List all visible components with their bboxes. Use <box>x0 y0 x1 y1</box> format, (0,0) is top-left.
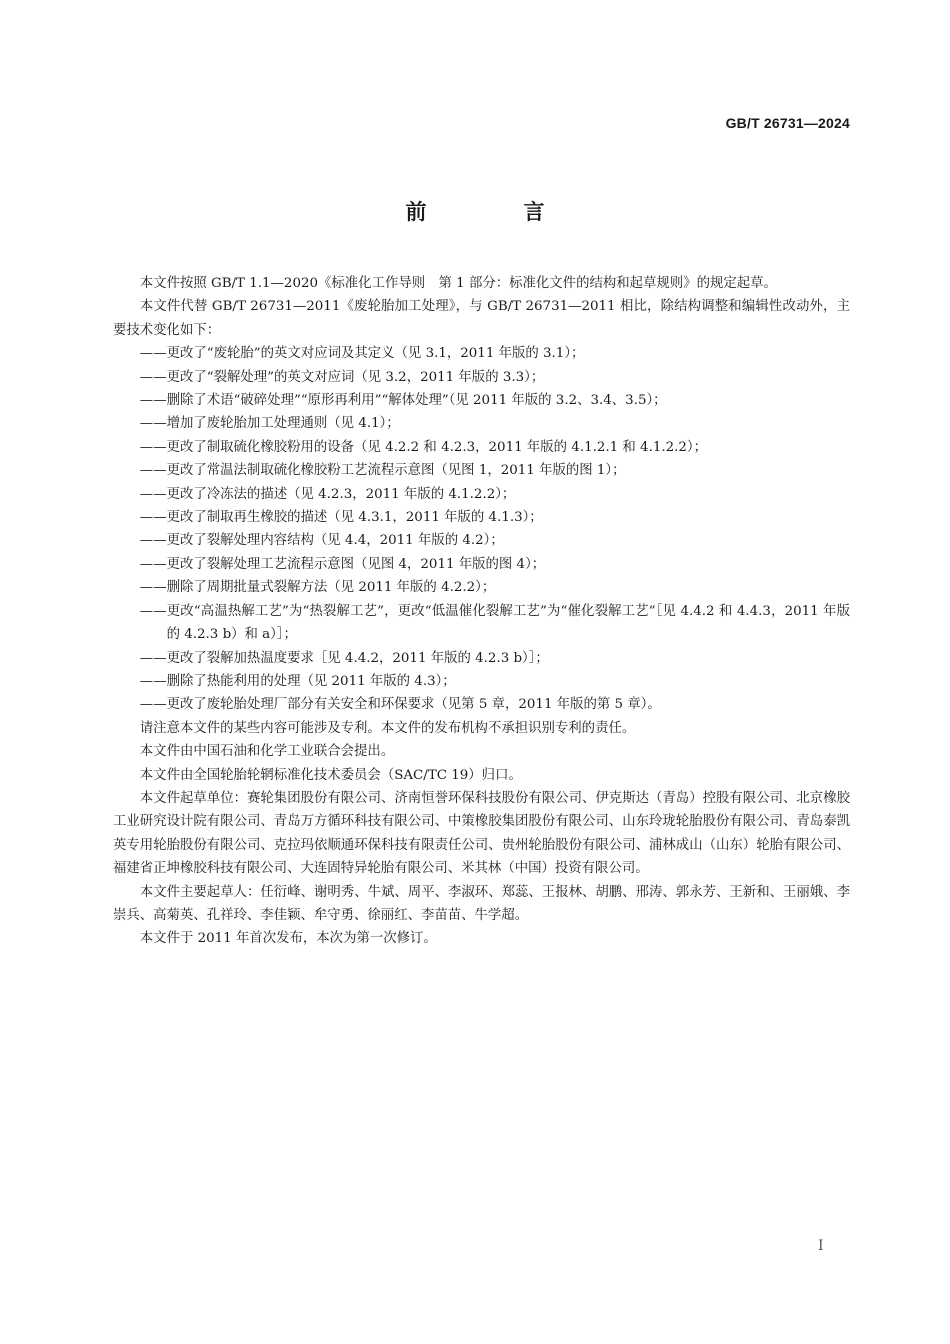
list-item <box>113 670 850 693</box>
list-item <box>113 506 850 529</box>
list-item-text: 增加了废轮胎加工处理通则（见 4.1）； <box>166 416 400 432</box>
dash-marker: —— <box>139 673 167 689</box>
dash-marker: —— <box>139 416 167 432</box>
dash-marker: —— <box>139 556 167 572</box>
list-item <box>113 647 850 670</box>
dash-marker: —— <box>139 533 167 549</box>
list-item-text: 更改了废轮胎处理厂部分有关安全和环保要求（见第 5 章，2011 年版的第 5 章）。 <box>166 697 661 713</box>
list-item-text: 更改了裂解加热温度要求［见 4.4.2，2011 年版的 4.2.3 b）］； <box>166 650 549 666</box>
list-item <box>113 436 850 459</box>
list-item <box>113 576 850 599</box>
list-item-text: 删除了热能利用的处理（见 2011 年版的 4.3）； <box>166 673 456 689</box>
technical-changes-list <box>113 342 850 717</box>
list-item <box>113 366 850 389</box>
dash-marker: —— <box>139 369 167 385</box>
list-item-text: 更改了“裂解处理”的英文对应词（见 3.2，2011 年版的 3.3）； <box>166 369 545 385</box>
list-item-text: 更改“高温热解工艺”为“热裂解工艺”，更改“低温催化裂解工艺”为“催化裂解工艺”［见 4.4.2 和 4.4.3，2011 年版的 4.2.3 b）和 a）］； <box>166 603 850 643</box>
list-item-text: 更改了制取硫化橡胶粉用的设备（见 4.2.2 和 4.2.3，2011 年版的 4.1.2.1 和 4.1.2.2）； <box>166 439 707 455</box>
page-number: I <box>818 1238 824 1254</box>
dash-marker: —— <box>139 439 167 455</box>
list-item <box>113 693 850 716</box>
list-item-text: 更改了裂解处理工艺流程示意图（见图 4，2011 年版的图 4）； <box>166 556 546 572</box>
page-title: 前 言 <box>405 200 583 224</box>
list-item <box>113 600 850 647</box>
list-item-text: 删除了周期批量式裂解方法（见 2011 年版的 4.2.2）； <box>166 580 496 596</box>
list-item-text: 更改了常温法制取硫化橡胶粉工艺流程示意图（见图 1，2011 年版的图 1）； <box>166 463 626 479</box>
paragraph-drafting-units: 本文件起草单位：赛轮集团股份有限公司、济南恒誉环保科技股份有限公司、伊克斯达（青岛）控股有限公司、北京橡胶工业研究设计院有限公司、青岛万方循环科技有限公司、中策橡胶集团股份有限公司、山东玲珑轮胎股份有限公司、青岛泰凯英专用轮胎股份有限公司、克拉玛依顺通环保科技有限责任公司、贵州轮胎股份有限公司、浦林成山（山东）轮胎有限公司、福建省正坤橡胶科技有限公司、大连固特异轮胎有限公司、米其林（中国）投资有限公司。 <box>113 790 850 877</box>
list-item <box>113 529 850 552</box>
list-item <box>113 342 850 365</box>
list-item <box>113 483 850 506</box>
dash-marker: —— <box>139 486 167 502</box>
list-item-text: 更改了冷冻法的描述（见 4.2.3，2011 年版的 4.1.2.2）； <box>166 486 516 502</box>
list-item-text: 更改了“废轮胎”的英文对应词及其定义（见 3.1，2011 年版的 3.1）； <box>166 346 585 362</box>
list-item-text: 更改了裂解处理内容结构（见 4.4，2011 年版的 4.2）； <box>166 533 504 549</box>
dash-marker: —— <box>139 463 167 479</box>
dash-marker: —— <box>139 650 167 666</box>
list-item-text: 删除了术语“破碎处理”“原形再利用”“解体处理”（见 2011 年版的 3.2、3.4、3.5）； <box>166 393 667 409</box>
dash-marker: —— <box>139 697 167 713</box>
paragraph-history: 本文件于 2011 年首次发布，本次为第一次修订。 <box>139 931 437 947</box>
list-item-text: 更改了制取再生橡胶的描述（见 4.3.1，2011 年版的 4.1.3）； <box>166 510 543 526</box>
paragraph-drafters: 本文件主要起草人：任衍峰、谢明秀、牛斌、周平、李淑环、郑蕊、王报林、胡鹏、邢涛、郭永芳、王新和、王丽娥、李崇兵、高菊英、孔祥玲、李佳颖、牟守勇、徐丽红、李苗苗、牛学超。 <box>113 884 850 923</box>
list-item <box>113 389 850 412</box>
document-code: GB/T 26731—2024 <box>725 115 850 131</box>
list-item <box>113 553 850 576</box>
paragraph-drafting-rules: 本文件按照 GB/T 1.1—2020《标准化工作导则 第 1 部分：标准化文件的结构和起草规则》的规定起草。 <box>139 276 777 291</box>
paragraph-patent-notice: 请注意本文件的某些内容可能涉及专利。本文件的发布机构不承担识别专利的责任。 <box>139 720 636 736</box>
list-item <box>113 412 850 435</box>
paragraph-committee: 本文件由全国轮胎轮辋标准化技术委员会（SAC/TC 19）归口。 <box>139 767 522 783</box>
list-item <box>113 459 850 482</box>
paragraph-proposer: 本文件由中国石油和化学工业联合会提出。 <box>139 744 395 760</box>
dash-marker: —— <box>139 510 167 526</box>
dash-marker: —— <box>139 580 167 596</box>
dash-marker: —— <box>139 346 167 362</box>
dash-marker: —— <box>139 603 167 619</box>
paragraph-replacement: 本文件代替 GB/T 26731—2011《废轮胎加工处理》，与 GB/T 26731—2011 相比，除结构调整和编辑性改动外，主要技术变化如下： <box>113 299 850 338</box>
foreword-body <box>113 272 850 951</box>
dash-marker: —— <box>139 393 167 409</box>
